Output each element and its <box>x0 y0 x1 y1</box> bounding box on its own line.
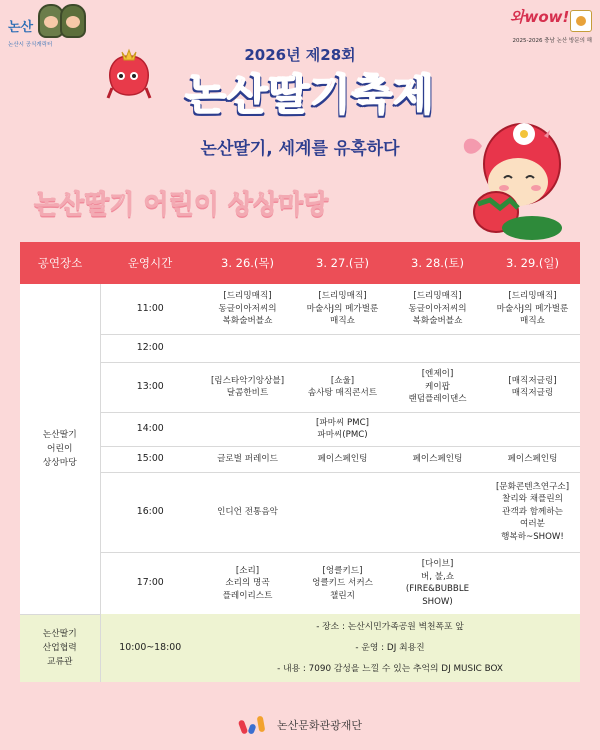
schedule-row <box>20 446 580 472</box>
seal-icon <box>570 10 592 32</box>
schedule-row <box>20 284 580 334</box>
time-cell: 12:00 <box>100 334 200 362</box>
performance-line: 페이스페인팅 <box>317 453 368 464</box>
performance-line: 매직쇼 <box>330 316 355 326</box>
performance-cell <box>390 284 485 334</box>
performance-cell <box>390 552 485 614</box>
performance-cell <box>200 334 295 362</box>
schedule-row <box>20 552 580 614</box>
performance-line: 소리의 명곡 <box>225 578 270 588</box>
performance-line: 플레이리스트 <box>222 590 273 601</box>
logo-right-sub: 2025-2026 충남 논산 방문의 해 <box>512 38 592 44</box>
header-day-1: 3. 26.(목) <box>200 242 295 284</box>
performance-line: SHOW) <box>422 596 453 607</box>
schedule-row <box>20 412 580 446</box>
performance-line: 동글이아저씨의 <box>408 303 467 314</box>
logo-left-word: 논산 <box>8 20 34 35</box>
header-day-4: 3. 29.(일) <box>485 242 580 284</box>
time-cell: 14:00 <box>100 412 200 446</box>
performance-line: 동글이아저씨의 <box>218 303 277 314</box>
industry-info-cell <box>200 614 580 682</box>
footer <box>0 714 600 736</box>
performance-line: 마술사J의 메가벌룬 <box>306 303 379 314</box>
performance-line: 엉클키드 서커스 <box>312 578 373 588</box>
performance-line: [소리] <box>235 565 260 576</box>
performance-line: [다이브] <box>421 559 454 570</box>
header-day-2: 3. 27.(금) <box>295 242 390 284</box>
schedule-row <box>20 362 580 412</box>
foundation-logo-icon <box>238 714 268 736</box>
header-venue: 공연장소 <box>20 242 100 284</box>
performance-cell <box>485 446 580 472</box>
festival-slogan: 논산딸기, 세계를 유혹하다 <box>200 139 400 159</box>
performance-line: [문화콘텐츠연구소] <box>495 481 570 492</box>
section-title: 논산딸기 어린이 상상마당 <box>34 190 329 220</box>
performance-cell <box>390 446 485 472</box>
performance-line: 페이스페인팅 <box>412 453 463 464</box>
performance-line: 매직저글링 <box>511 388 554 398</box>
performance-cell <box>295 362 390 412</box>
performance-cell <box>485 472 580 552</box>
venue-cell <box>20 284 100 614</box>
performance-line: 달콤한비트 <box>226 388 269 398</box>
performance-cell <box>200 472 295 552</box>
performance-cell <box>485 552 580 614</box>
table-header-row <box>20 242 580 284</box>
performance-line: [드리밍매직] <box>413 291 462 301</box>
performance-cell <box>485 412 580 446</box>
festival-edition: 2026년 제28회 <box>244 46 356 64</box>
performance-line: 여러분 <box>520 519 545 530</box>
header-time: 운영시간 <box>100 242 200 284</box>
industry-row <box>20 614 580 682</box>
time-cell: 16:00 <box>100 472 200 552</box>
logo-left-tagline: 논산시 공식캐릭터 <box>8 42 53 48</box>
time-cell: 13:00 <box>100 362 200 412</box>
performance-cell <box>295 334 390 362</box>
performance-cell <box>200 446 295 472</box>
performance-cell <box>485 334 580 362</box>
festival-title: 논산딸기축제 <box>185 70 435 119</box>
performance-cell <box>390 472 485 552</box>
industry-info-line: - 운영 : DJ 최용진 <box>355 642 425 653</box>
performance-line: [쇼울] <box>330 375 355 386</box>
industry-venue-line: 논산딸기 <box>42 629 77 640</box>
performance-cell <box>200 552 295 614</box>
performance-cell <box>200 412 295 446</box>
performance-cell <box>295 412 390 446</box>
industry-venue-line: 산업협력 <box>42 643 77 654</box>
performance-line: 케이팝 <box>425 381 450 392</box>
soldier-character-icon-2 <box>60 4 86 38</box>
industry-info-line: - 내용 : 7090 감성을 느낄 수 있는 추억의 DJ MUSIC BOX <box>277 663 503 674</box>
performance-line: 마술사J의 메가벌룬 <box>496 303 569 314</box>
industry-venue-line: 교류관 <box>47 657 73 668</box>
performance-cell <box>485 362 580 412</box>
performance-line: [파마씨 PMC] <box>316 417 369 428</box>
logo-right-word: 와wow! <box>510 8 570 26</box>
time-cell: 15:00 <box>100 446 200 472</box>
performance-cell <box>200 362 295 412</box>
performance-line: 매직쇼 <box>520 316 545 326</box>
foundation-name: 논산문화관광재단 <box>277 719 363 732</box>
venue-line: 상상마당 <box>42 457 77 468</box>
performance-line: 복화술버블쇼 <box>222 316 273 326</box>
performance-line: (FIRE&BUBBLE <box>405 584 470 595</box>
performance-line: 버, 불,쇼 <box>420 571 455 582</box>
industry-time-cell: 10:00~18:00 <box>100 614 200 682</box>
performance-line: 관객과 함께하는 <box>502 506 563 517</box>
performance-line: 솜사탕 매직콘서트 <box>307 388 378 398</box>
performance-cell <box>485 284 580 334</box>
performance-line: 랜덤플레이댄스 <box>408 394 467 405</box>
performance-cell <box>390 412 485 446</box>
schedule-body <box>20 284 580 682</box>
performance-line: 글로벌 퍼레이드 <box>217 453 278 464</box>
performance-line: [엔제이] <box>421 369 454 380</box>
performance-line: 복화술버블쇼 <box>412 316 463 326</box>
performance-line: 파마씨(PMC) <box>317 430 368 440</box>
time-cell: 11:00 <box>100 284 200 334</box>
performance-cell <box>390 362 485 412</box>
performance-line: 인디언 전통음악 <box>217 506 278 517</box>
performance-line: [매직저글링] <box>508 375 557 386</box>
header-day-3: 3. 28.(토) <box>390 242 485 284</box>
performance-line: [드리밍매직] <box>223 291 272 301</box>
industry-venue-cell <box>20 614 100 682</box>
performance-line: 행복하~SHOW! <box>501 531 564 542</box>
performance-line: [림스타악기앙상블] <box>210 375 285 386</box>
performance-line: 페이스페인팅 <box>507 453 558 464</box>
time-cell: 17:00 <box>136 577 164 588</box>
performance-cell <box>295 446 390 472</box>
performance-line: [엉클키드] <box>322 565 363 576</box>
schedule-row <box>20 334 580 362</box>
performance-cell <box>200 284 295 334</box>
strawberry-hug-mascot-icon <box>460 116 570 246</box>
performance-cell <box>390 334 485 362</box>
performance-line: [드리밍매직] <box>508 291 557 301</box>
schedule-row <box>20 472 580 552</box>
performance-line: 챌린지 <box>330 590 355 601</box>
performance-cell <box>295 472 390 552</box>
performance-line: [드리밍매직] <box>318 291 367 301</box>
performance-line: 찰리와 채플린의 <box>502 494 563 505</box>
venue-line: 논산딸기 <box>42 429 77 440</box>
performance-cell <box>295 284 390 334</box>
industry-info-line: - 장소 : 논산시민가족공원 벽천폭포 앞 <box>316 621 464 632</box>
venue-line: 어린이 <box>47 443 73 454</box>
performance-schedule-table <box>20 242 580 682</box>
performance-cell <box>295 552 390 614</box>
